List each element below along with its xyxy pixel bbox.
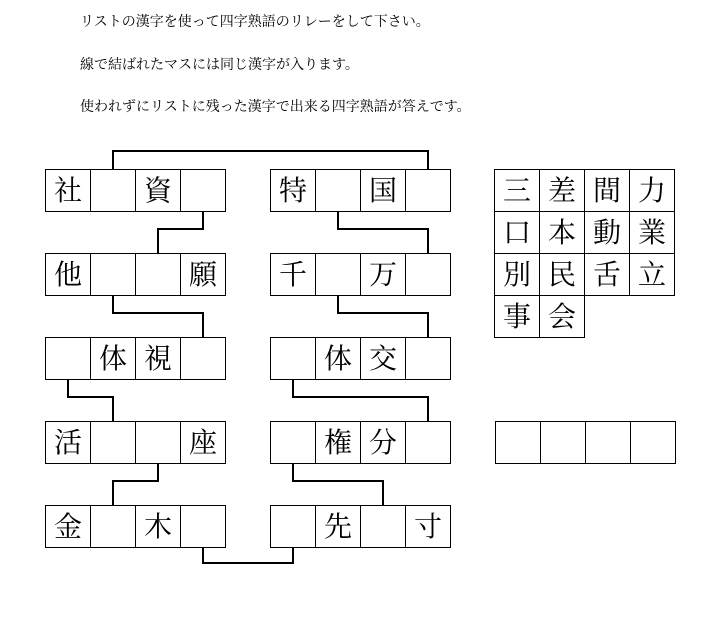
- grid-cell[interactable]: 先: [315, 505, 361, 548]
- kanji-list-item[interactable]: 口: [494, 211, 540, 254]
- grid-cell[interactable]: 体: [90, 337, 136, 380]
- grid-cell[interactable]: [180, 169, 226, 212]
- kanji-list-row: [495, 211, 676, 254]
- kanji-list-item[interactable]: 間: [584, 169, 630, 212]
- connector-line: [158, 211, 203, 253]
- grid-cell[interactable]: 社: [45, 169, 91, 212]
- grid-cell[interactable]: [90, 505, 136, 548]
- grid-cell[interactable]: [315, 253, 361, 296]
- grid-cell[interactable]: 木: [135, 505, 181, 548]
- connector-line: [68, 379, 113, 421]
- grid-cell[interactable]: [270, 421, 316, 464]
- grid-cell[interactable]: 活: [45, 421, 91, 464]
- left-row-4: [45, 421, 226, 464]
- grid-cell[interactable]: [135, 253, 181, 296]
- connector-line: [293, 379, 428, 421]
- grid-cell[interactable]: 分: [360, 421, 406, 464]
- grid-cell[interactable]: [405, 253, 451, 296]
- kanji-list-row: [495, 253, 676, 296]
- kanji-list-item[interactable]: 差: [539, 169, 585, 212]
- kanji-list-item[interactable]: 事: [494, 295, 540, 338]
- answer-row: [495, 421, 676, 464]
- instruction-line-1: リストの漢字を使って四字熟語のリレーをして下さい。: [80, 14, 430, 30]
- grid-cell[interactable]: 寸: [405, 505, 451, 548]
- grid-cell[interactable]: [315, 169, 361, 212]
- connector-line: [113, 463, 158, 505]
- grid-cell[interactable]: 国: [360, 169, 406, 212]
- kanji-list-row: [495, 169, 676, 212]
- connector-line: [293, 463, 383, 505]
- grid-cell[interactable]: 権: [315, 421, 361, 464]
- grid-cell[interactable]: [180, 505, 226, 548]
- grid-cell[interactable]: [270, 505, 316, 548]
- grid-cell[interactable]: [45, 337, 91, 380]
- right-row-3: [270, 337, 451, 380]
- kanji-list-item[interactable]: 民: [539, 253, 585, 296]
- left-row-3: [45, 337, 226, 380]
- grid-cell[interactable]: 金: [45, 505, 91, 548]
- grid-cell[interactable]: 特: [270, 169, 316, 212]
- grid-cell[interactable]: 願: [180, 253, 226, 296]
- left-row-5: [45, 505, 226, 548]
- kanji-list-item[interactable]: 三: [494, 169, 540, 212]
- kanji-list-item[interactable]: 業: [629, 211, 675, 254]
- grid-cell[interactable]: [135, 421, 181, 464]
- grid-cell[interactable]: 視: [135, 337, 181, 380]
- grid-cell[interactable]: 資: [135, 169, 181, 212]
- grid-cell[interactable]: 千: [270, 253, 316, 296]
- connector-line: [203, 547, 293, 563]
- right-row-2: [270, 253, 451, 296]
- grid-cell[interactable]: [270, 337, 316, 380]
- grid-cell[interactable]: 体: [315, 337, 361, 380]
- right-row-4: [270, 421, 451, 464]
- kanji-list-item[interactable]: 立: [629, 253, 675, 296]
- kanji-list-item[interactable]: 会: [539, 295, 585, 338]
- grid-cell[interactable]: [405, 421, 451, 464]
- grid-cell[interactable]: 万: [360, 253, 406, 296]
- kanji-list-item[interactable]: 力: [629, 169, 675, 212]
- answer-cell[interactable]: [630, 421, 676, 464]
- kanji-list-row: [495, 295, 676, 338]
- grid-cell[interactable]: [405, 169, 451, 212]
- kanji-list-item[interactable]: 舌: [584, 253, 630, 296]
- instruction-line-2: 線で結ばれたマスには同じ漢字が入ります。: [80, 57, 359, 73]
- connector-line: [113, 151, 428, 169]
- grid-cell[interactable]: [90, 253, 136, 296]
- connector-line: [338, 295, 428, 337]
- left-row-1: [45, 169, 226, 212]
- kanji-list-item[interactable]: 本: [539, 211, 585, 254]
- grid-cell[interactable]: [180, 337, 226, 380]
- grid-cell[interactable]: [360, 505, 406, 548]
- connector-line: [338, 211, 428, 253]
- answer-cell[interactable]: [495, 421, 541, 464]
- grid-cell[interactable]: [90, 421, 136, 464]
- grid-cell[interactable]: 座: [180, 421, 226, 464]
- grid-cell[interactable]: [405, 337, 451, 380]
- grid-cell[interactable]: 交: [360, 337, 406, 380]
- connector-line: [113, 295, 203, 337]
- right-row-1: [270, 169, 451, 212]
- right-row-5: [270, 505, 451, 548]
- answer-cell[interactable]: [540, 421, 586, 464]
- grid-cell[interactable]: 他: [45, 253, 91, 296]
- grid-cell[interactable]: [90, 169, 136, 212]
- instruction-line-3: 使われずにリストに残った漢字で出来る四字熟語が答えです。: [80, 99, 471, 115]
- kanji-list-item[interactable]: 動: [584, 211, 630, 254]
- answer-cell[interactable]: [585, 421, 631, 464]
- left-row-2: [45, 253, 226, 296]
- kanji-list-item[interactable]: 別: [494, 253, 540, 296]
- kanji-list: [495, 169, 676, 338]
